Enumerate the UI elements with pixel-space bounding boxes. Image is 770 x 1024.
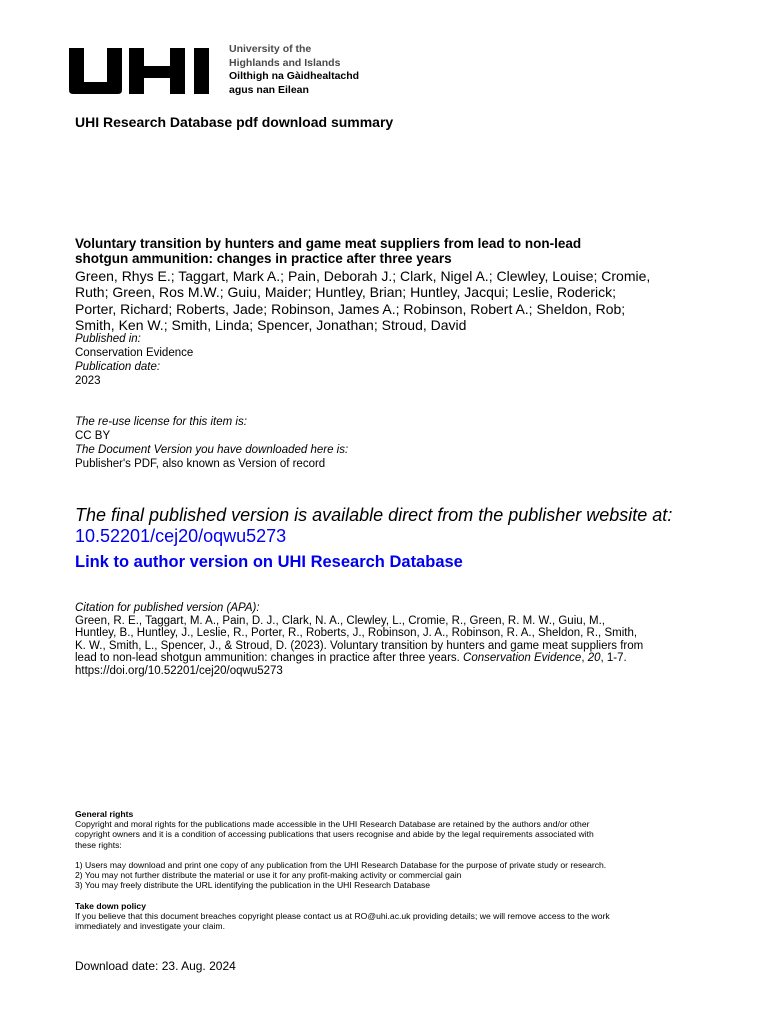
paper-title-line: shotgun ammunition: changes in practice after three years [75,251,452,266]
citation-line: Huntley, B., Huntley, J., Leslie, R., Porter, R., Roberts, J., Robinson, J. A., Robinson, R. A., Sheldon, R., Smith, [75,627,638,640]
citation-line: Green, R. E., Taggart, M. A., Pain, D. J., Clark, N. A., Clewley, L., Cromie, R., Green, R. M. W., Guiu, M., [75,614,606,627]
rights-item: 1) Users may download and print one copy of any publication from the UHI Research Database for the purpose of private study or research. [75,859,607,870]
citation-doi-url: https://doi.org/10.52201/cej20/oqwu5273 [75,664,283,677]
citation-text: lead to non-lead shotgun ammunition: changes in practice after three years. [75,652,464,665]
rights-line: Copyright and moral rights for the publications made accessible in the UHI Research Database are retained by the authors and/or other [75,819,590,830]
citation-line [75,652,725,665]
paper-title-line: Voluntary transition by hunters and game meat suppliers from lead to non-lead [75,236,582,251]
rights-line: these rights: [75,839,122,850]
author-line: Green, Rhys E.; Taggart, Mark A.; Pain, Deborah J.; Clark, Nigel A.; Clewley, Louise; Cromie, [75,268,651,284]
publication-info [75,332,695,388]
logo-line: University of the [229,43,312,55]
publication-date-label: Publication date: [75,361,161,373]
rights-item: 2) You may not further distribute the material or use it for any profit-making activity or commercial gain [75,870,462,881]
takedown-line: If you believe that this document breaches copyright please contact us at RO@uhi.ac.uk providing details; we will remove access to the work [75,911,610,922]
logo-letter-h [129,48,185,94]
logo-line: Highlands and Islands [229,56,341,69]
logo-letter-i [194,48,209,94]
final-version-text: The final published version is available direct from the publisher website at: [75,505,673,525]
logo-line: Oilthigh na Gàidhealtachd [229,70,360,82]
doi-link[interactable]: 10.52201/cej20/oqwu5273 [75,526,287,546]
general-rights-heading: General rights [75,809,134,819]
takedown-policy [75,901,735,932]
citation-block [75,602,725,678]
general-rights [75,809,735,890]
citation-separator: , [581,652,588,665]
author-list [75,268,725,334]
logo-wordmark [229,43,359,97]
paper-title [75,236,695,266]
license-label: The re-use license for this item is: [75,416,247,428]
publication-date-value: 2023 [75,375,101,387]
rights-item: 3) You may freely distribute the URL identifying the publication in the UHI Research Database [75,880,431,891]
takedown-heading: Take down policy [75,901,146,911]
citation-volume: 20 [587,652,601,665]
logo-letter-u [69,48,122,94]
document-version-label: The Document Version you have downloaded here is: [75,444,349,456]
license-info [75,415,695,471]
document-version-value: Publisher's PDF, also known as Version of record [75,458,326,470]
published-in-value: Conservation Evidence [75,347,194,359]
citation-journal: Conservation Evidence [463,652,582,665]
citation-label: Citation for published version (APA): [75,602,260,614]
author-version-link[interactable]: Link to author version on UHI Research Database [75,553,463,571]
author-line: Smith, Ken W.; Smith, Linda; Spencer, Jonathan; Stroud, David [75,317,467,334]
author-line: Ruth; Green, Ros M.W.; Guiu, Maider; Huntley, Brian; Huntley, Jacqui; Leslie, Roderick; [75,284,617,301]
takedown-line: immediately and investigate your claim. [75,921,225,932]
citation-pages: , 1-7. [600,652,627,665]
download-date: Download date: 23. Aug. 2024 [75,959,236,973]
published-in-label: Published in: [75,333,141,345]
final-version-notice [75,505,735,547]
license-value: CC BY [75,430,111,442]
citation-line: K. W., Smith, L., Spencer, J., & Stroud, D. (2023). Voluntary transition by hunters and game meat suppliers from [75,639,644,652]
author-line: Porter, Richard; Roberts, Jade; Robinson, James A.; Robinson, Robert A.; Sheldon, Rob; [75,300,626,317]
summary-heading: UHI Research Database pdf download summary [75,114,394,130]
rights-line: copyright owners and it is a condition of accessing publications that users recognise and abide by the legal requirements associated with [75,829,594,840]
logo-line: agus nan Eilean [229,83,309,96]
